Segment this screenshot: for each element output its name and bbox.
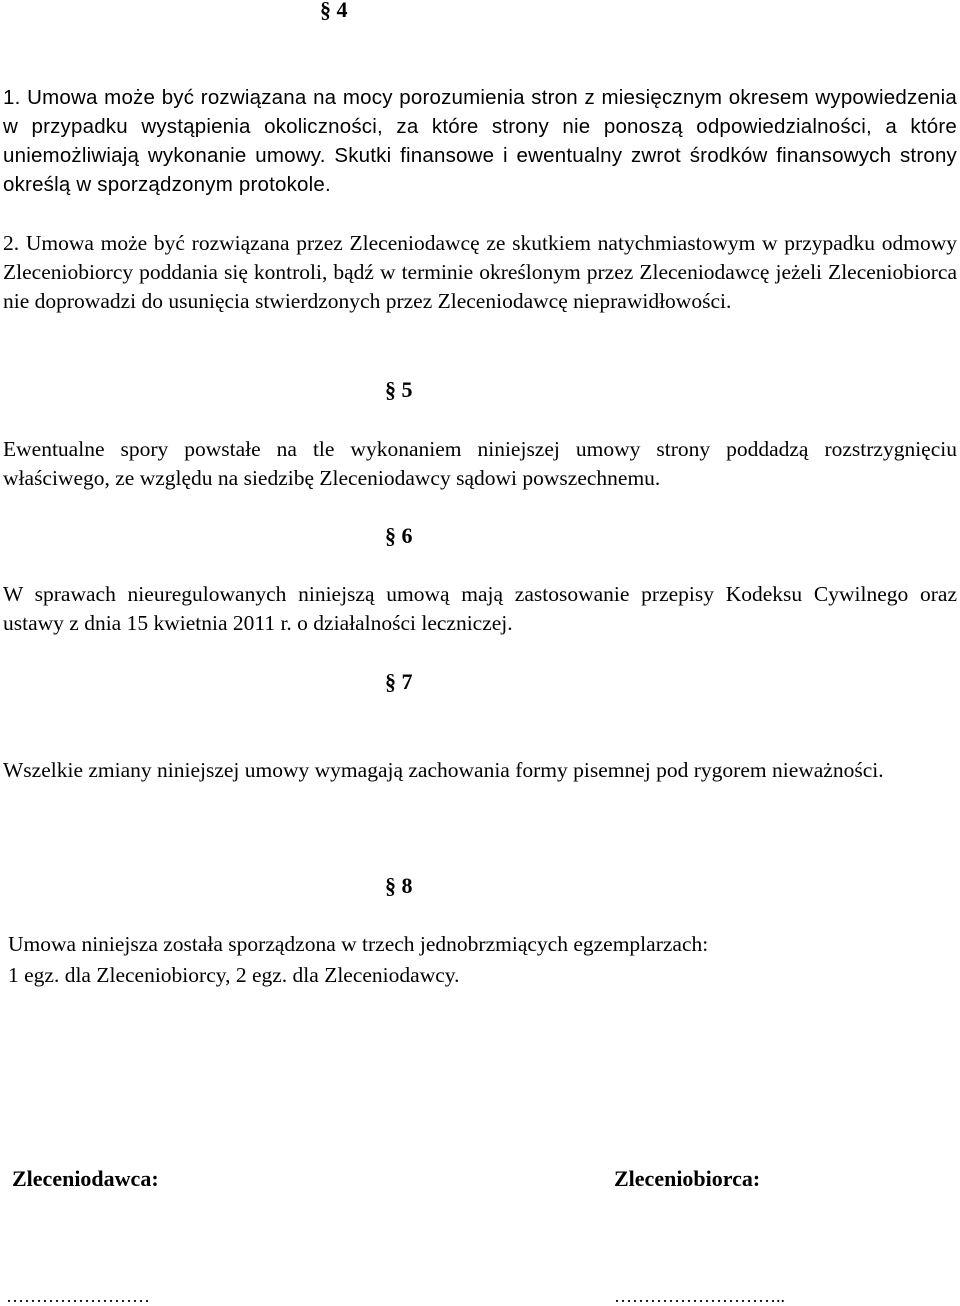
signature-label-contractor: Zleceniodawca: — [12, 1166, 159, 1191]
section-6-paragraph: W sprawach nieuregulowanych niniejszą umową mają zastosowanie przepisy Kodeksu Cywilnego oraz ustawy z dnia 15 kwietnia 2011 r. o działalności leczniczej. — [3, 582, 957, 635]
section-8-heading: § 8 — [385, 873, 413, 898]
section-7-paragraph: Wszelkie zmiany niniejszej umowy wymagają zachowania formy pisemnej pod rygorem nieważności. — [3, 758, 884, 782]
section-5-paragraph: Ewentualne spory powstałe na tle wykonaniem niniejszej umowy strony poddadzą rozstrzygnięciu właściwego, ze względu na siedzibę Zleceniodawcy sądowi powszechnemu. — [3, 437, 957, 490]
section-5-heading: § 5 — [385, 377, 413, 402]
section-6-heading: § 6 — [385, 523, 413, 548]
signature-line-contractee: ……………………….. — [614, 1286, 785, 1306]
section-8-line-1: Umowa niniejsza została sporządzona w trzech jednobrzmiących egzemplarzach: — [8, 932, 709, 956]
section-8-line-2: 1 egz. dla Zleceniobiorcy, 2 egz. dla Zleceniodawcy. — [8, 963, 460, 987]
section-7-heading: § 7 — [385, 669, 413, 694]
signature-line-contractor: …………………… — [6, 1286, 150, 1306]
section-4-paragraph-2: 2. Umowa może być rozwiązana przez Zleceniodawcę ze skutkiem natychmiastowym w przypadku odmowy Zleceniobiorcy poddania się kontroli, bądź w terminie określonym przez Zleceniodawcę jeżeli Zleceniobiorca nie doprowadzi do usunięcia stwierdzonych przez Zleceniodawcę nieprawidłowości. — [3, 231, 957, 313]
section-4-heading: § 4 — [320, 0, 348, 22]
signature-label-contractee: Zleceniobiorca: — [614, 1166, 761, 1191]
section-4-paragraph-1: 1. Umowa może być rozwiązana na mocy porozumienia stron z miesięcznym okresem wypowiedzenia w przypadku wystąpienia okoliczności, za które strony nie ponoszą odpowiedzialności, a które uniemożliwiają wykonanie umowy. Skutki finansowe i ewentualny zwrot środków finansowych strony określą w sporządzonym protokole. — [3, 86, 957, 196]
